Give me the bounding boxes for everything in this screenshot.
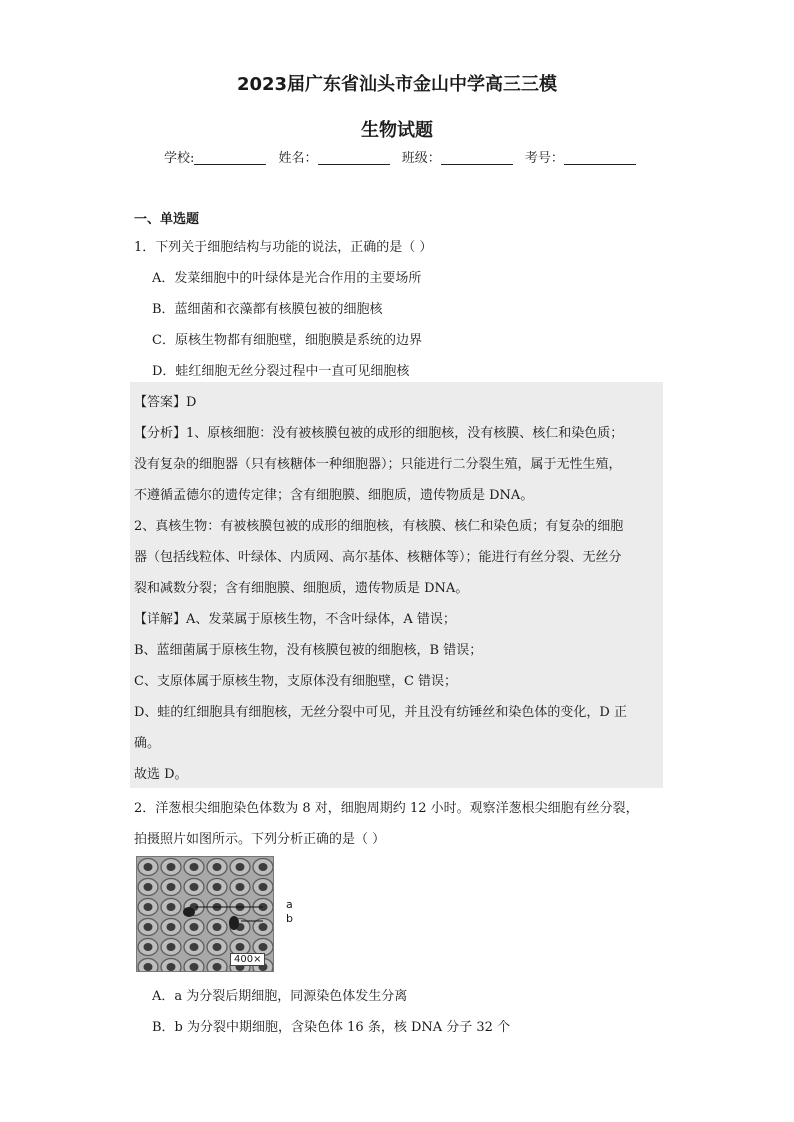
q2-stem-line: 2．洋葱根尖细胞染色体数为 8 对，细胞周期约 12 小时。观察洋葱根尖细胞有丝分裂，: [134, 801, 639, 816]
q1-analysis-line: 【分析】1、原核细胞：没有被核膜包被的成形的细胞核，没有核膜、核仁和染色质；: [134, 426, 624, 441]
name-label: 姓名：: [278, 151, 318, 166]
q1-analysis-line: 没有复杂的细胞器（只有核糖体一种细胞器）；只能进行二分裂生殖，属于无性生殖，: [134, 457, 622, 472]
school-label: 学校:: [164, 151, 195, 166]
figure-label-a: a: [286, 898, 293, 911]
school-blank[interactable]: [194, 150, 266, 165]
q1-answer: 【答案】D: [134, 395, 197, 410]
q1-stem: 1．下列关于细胞结构与功能的说法，正确的是（ ）: [134, 240, 433, 255]
q1-option-a: A．发菜细胞中的叶绿体是光合作用的主要场所: [152, 271, 422, 286]
class-blank[interactable]: [441, 150, 513, 165]
exam-title: 2023届广东省汕头市金山中学高三三模: [236, 74, 558, 95]
q1-analysis-line: 裂和减数分裂；含有细胞膜、细胞质，遗传物质是 DNA。: [134, 581, 469, 596]
q2-stem-line: 拍摄照片如图所示。下列分析正确的是（ ）: [134, 832, 386, 847]
student-info-row: [164, 147, 644, 166]
q1-option-b: B．蓝细菌和衣藻都有核膜包被的细胞核: [152, 302, 383, 317]
q1-analysis-line: 器（包括线粒体、叶绿体、内质网、高尔基体、核糖体等）；能进行有丝分裂、无丝分: [134, 550, 622, 565]
q1-detail-line: 【详解】A、发菜属于原核生物，不含叶绿体，A 错误；: [134, 612, 456, 627]
exam-subtitle: 生物试题: [361, 120, 433, 141]
name-blank[interactable]: [318, 150, 390, 165]
q1-detail-line: C、支原体属于原核生物，支原体没有细胞壁，C 错误；: [134, 674, 458, 689]
q1-detail-line: 确。: [134, 736, 161, 751]
q1-detail-line: D、蛙的红细胞具有细胞核，无丝分裂中可见，并且没有纺锤丝和染色体的变化，D 正: [134, 705, 627, 720]
exam-number-blank[interactable]: [564, 150, 636, 165]
section-heading: 一、单选题: [134, 212, 200, 227]
q2-option-a: A．a 为分裂后期细胞，同源染色体发生分离: [152, 989, 408, 1004]
q1-option-c: C．原核生物都有细胞壁，细胞膜是系统的边界: [152, 333, 422, 348]
class-label: 班级：: [401, 151, 441, 166]
q1-analysis-line: 2、真核生物：有被核膜包被的成形的细胞核，有核膜、核仁和染色质；有复杂的细胞: [134, 519, 624, 534]
magnification-label: 400×: [230, 953, 265, 966]
figure-label-b: b: [286, 912, 293, 925]
q1-option-d: D．蛙红细胞无丝分裂过程中一直可见细胞核: [152, 364, 410, 379]
q2-option-b: B．b 为分裂中期细胞，含染色体 16 条，核 DNA 分子 32 个: [152, 1020, 511, 1035]
q1-detail-line: 故选 D。: [134, 767, 188, 782]
q1-analysis-line: 不遵循孟德尔的遗传定律；含有细胞膜、细胞质，遗传物质是 DNA。: [134, 488, 534, 503]
exam-number-label: 考号：: [524, 151, 564, 166]
q1-detail-line: B、蓝细菌属于原核生物，没有核膜包被的细胞核，B 错误；: [134, 643, 483, 658]
